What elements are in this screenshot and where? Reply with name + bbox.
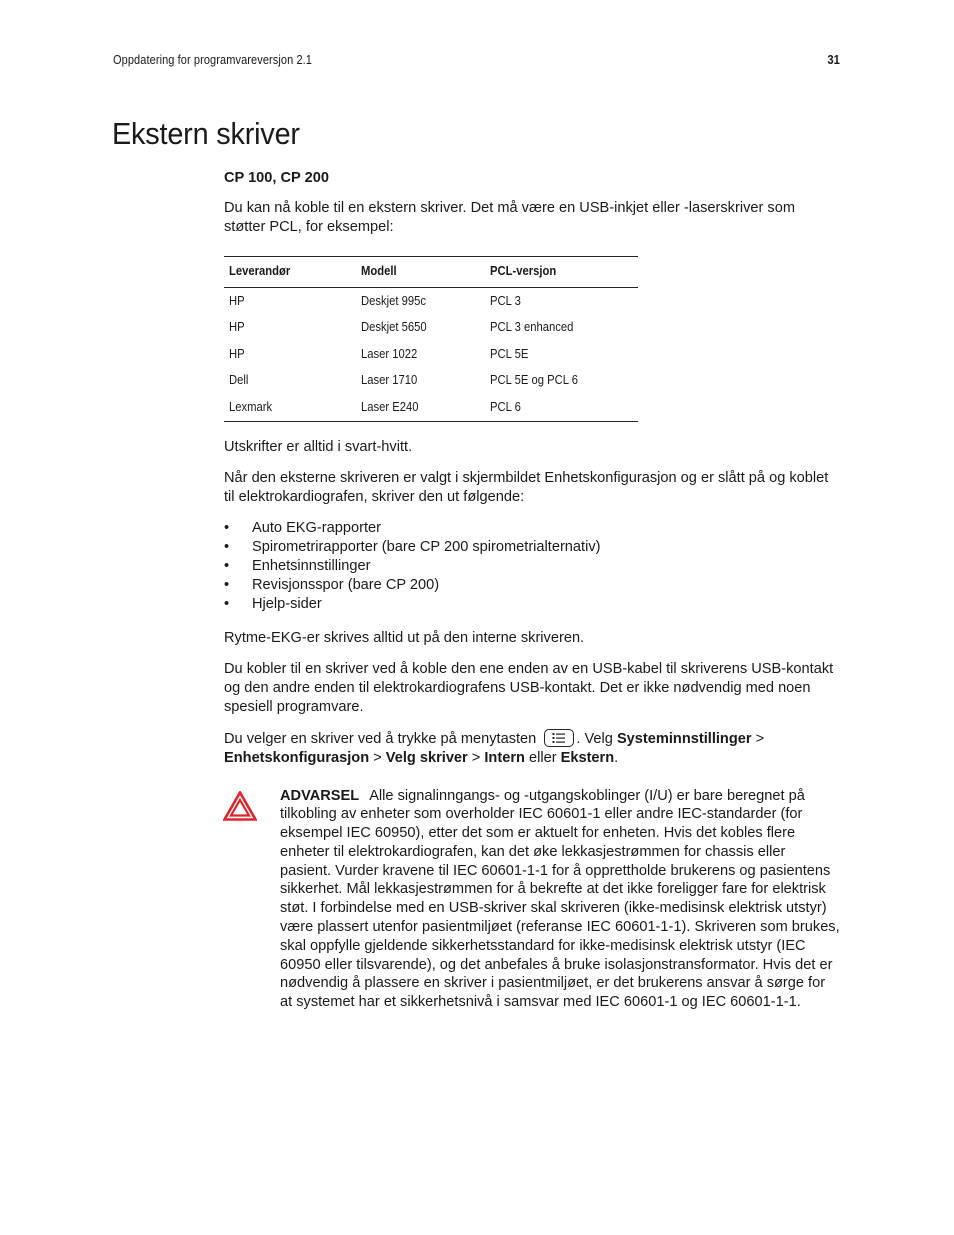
list-item: • Enhetsinnstillinger [224, 557, 840, 576]
select-end: . [614, 749, 619, 766]
table-cell: PCL 3 enhanced [490, 320, 574, 335]
menu-step-device-configuration: Enhetskonfigurasjon [224, 749, 370, 766]
section-content [224, 169, 840, 1012]
warning-text: Alle signalinngangs- og -utgangskoblinger (I/U) er bare beregnet på tilkobling av enheter som overholder IEC 60601-1 eller andre IEC-standarder (for eksempel IEC 60950), etter det som er aktuelt for enheten. Hvis det kobles flere enheter til elektrokardiografen, kan det øke lekkasjestrømmen for chassis eller pasient. Vurder kravene til IEC 60601-1-1 for å opprettholde brukerens og pasientens sikkerhet. Mål lekkasjestrømmen for å bekrefte at det ikke foreligger fare for elektrisk støt. I forbindelse med en USB-skriver skal skriveren (ikke-medisinsk elektrisk utstyr) være plassert utenfor pasientmiljøet (referanse IEC 60601-1-1). Skriveren som brukes, skal oppfylle gjeldende sikkerhetsstandard for ikke-medisinsk elektrisk utstyr (IEC 60950 eller tilsvarende), og det anbefales å bruke isolasjonstransformator. Hvis det er nødvendig å plassere en skriver i pasientmiljøet, er det brukerens ansvar å sørge for at systemet har et sikkerhetsnivå i samsvar med IEC 60601-1 og IEC 60601-1-1. [280, 787, 840, 1011]
menu-step-system-settings: Systeminnstillinger [616, 730, 752, 747]
warning-block [224, 787, 840, 1013]
page-number: 31 [827, 53, 840, 67]
select-printer-instructions [224, 729, 840, 768]
table-header-row [224, 257, 638, 288]
bw-note: Utskrifter er alltid i svart-hvitt. [224, 438, 413, 455]
table-cell: Laser E240 [361, 399, 419, 414]
table-cell: PCL 5E og PCL 6 [490, 373, 578, 388]
list-item: • Spirometrirapporter (bare CP 200 spirometrialternativ) [224, 538, 840, 557]
column-header-pcl: PCL-versjon [485, 257, 638, 288]
menu-separator: > [467, 749, 485, 766]
running-header: Oppdatering for programvareversjon 2.1 [113, 53, 313, 67]
table-cell: Lexmark [229, 399, 273, 414]
intro-paragraph: Du kan nå koble til en ekstern skriver. Det må være en USB-inkjet eller -laserskriver som støtter PCL, for eksempel: [224, 200, 795, 235]
list-item: • Revisjonsspor (bare CP 200) [224, 576, 840, 595]
table-cell: HP [229, 346, 245, 361]
list-item: • Hjelp-sider [224, 595, 840, 614]
column-header-vendor: Leverandør [224, 257, 356, 288]
section-subheading: CP 100, CP 200 [224, 170, 329, 186]
menu-option-internal: Intern [484, 749, 525, 766]
table-cell: Laser 1710 [361, 373, 418, 388]
menu-separator: > [751, 730, 765, 747]
warning-label: ADVARSEL [280, 787, 360, 804]
table-cell: HP [229, 293, 245, 308]
column-header-model: Modell [356, 257, 485, 288]
menu-separator: > [369, 749, 386, 766]
table-cell: HP [229, 320, 245, 335]
select-or: eller [524, 749, 561, 766]
table-cell: Deskjet 5650 [361, 320, 427, 335]
table-row [224, 368, 638, 395]
table-cell: PCL 6 [490, 399, 521, 414]
rhythm-note: Rytme-EKG-er skrives alltid ut på den interne skriveren. [224, 629, 585, 646]
list-item: • Auto EKG-rapporter [224, 519, 840, 538]
connect-note: Du kobler til en skriver ved å koble den ene enden av en USB-kabel til skriverens USB-kontakt og den andre enden til elektrokardiografens USB-kontakt. Det er ikke nødvendig med noen spesiell programvare. [224, 660, 834, 715]
table-cell: Deskjet 995c [361, 293, 427, 308]
select-prefix: Du velger en skriver ved å trykke på menytasten [224, 730, 537, 747]
table-cell: PCL 3 [490, 293, 521, 308]
select-mid: . Velg [576, 730, 617, 747]
table-row [224, 394, 638, 421]
warning-triangle-icon [223, 791, 257, 821]
table-cell: Dell [229, 373, 249, 388]
printer-table [224, 256, 638, 422]
table-row [224, 315, 638, 342]
page-title: Ekstern skriver [112, 116, 300, 151]
menu-option-external: Ekstern [560, 749, 615, 766]
table-row [224, 288, 638, 315]
printout-list [224, 519, 840, 614]
table-cell: PCL 5E [490, 346, 529, 361]
printout-intro: Når den eksterne skriveren er valgt i skjermbildet Enhetskonfigurasjon og er slått på og koblet til elektrokardiografen, skriver den ut følgende: [224, 469, 829, 505]
table-cell: Laser 1022 [361, 346, 418, 361]
menu-step-select-printer: Velg skriver [385, 749, 468, 766]
table-row [224, 341, 638, 368]
menu-key-icon [544, 729, 574, 747]
